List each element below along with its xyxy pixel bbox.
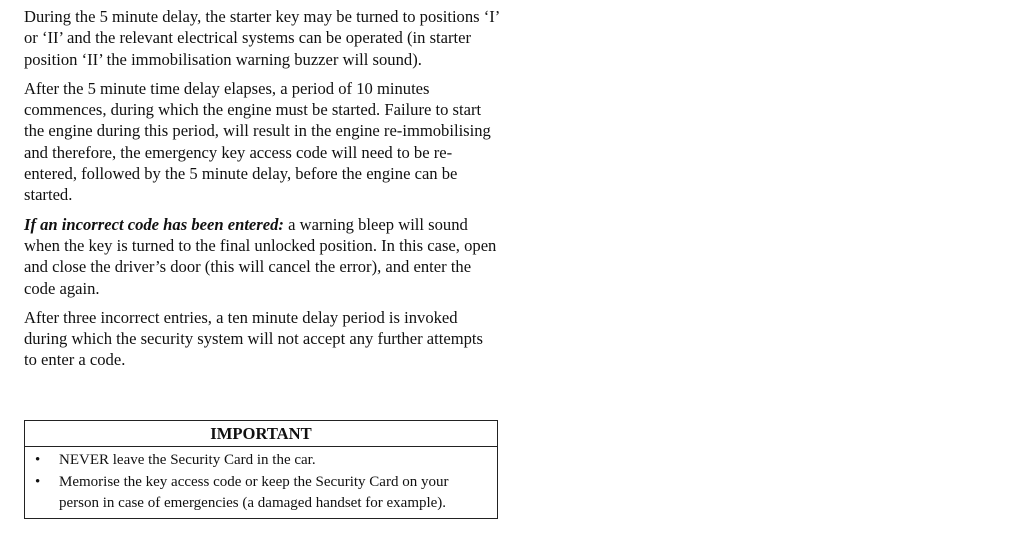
paragraph-incorrect-code: [24, 214, 500, 299]
paragraph-three-incorrect: [24, 307, 500, 371]
paragraph-delay-operation-text: During the 5 minute delay, the starter key may be turned to positions ‘I’ or ‘II’ and the relevant electrical systems can be operated (in starter position ‘II’ the immobilisation warning buzzer will sound).: [24, 7, 500, 69]
bullet-icon: •: [35, 474, 41, 490]
manual-text-column: [24, 6, 500, 379]
bullet-icon: •: [35, 452, 41, 468]
paragraph-start-window-text: After the 5 minute time delay elapses, a period of 10 minutes commences, during which the engine must be started. Failure to start the engine during this period, will result in the engine re-immobilising and therefore, the emergency key access code will need to be re-entered, followed by the 5 minute delay, before the engine can be started.: [24, 78, 491, 205]
important-title: IMPORTANT: [25, 421, 497, 447]
incorrect-code-heading: If an incorrect code has been entered:: [24, 214, 284, 234]
important-item-memorise-code: [35, 472, 491, 514]
important-item-text: NEVER leave the Security Card in the car.: [59, 452, 316, 468]
paragraph-delay-operation: [24, 6, 500, 70]
important-item-security-card: [35, 450, 491, 471]
paragraph-three-incorrect-text: After three incorrect entries, a ten minute delay period is invoked during which the security system will not accept any further attempts to enter a code.: [24, 307, 483, 370]
paragraph-start-window: [24, 78, 500, 206]
important-notice-box: [24, 420, 498, 519]
paragraph-incorrect-code-text: a warning bleep will sound when the key is turned to the final unlocked position. In this case, open and close the driver’s door (this will cancel the error), and enter the code again.: [24, 214, 497, 298]
important-item-text: Memorise the key access code or keep the Security Card on your person in case of emergencies (a damaged handset for example).: [59, 474, 449, 511]
important-list: [25, 447, 497, 518]
